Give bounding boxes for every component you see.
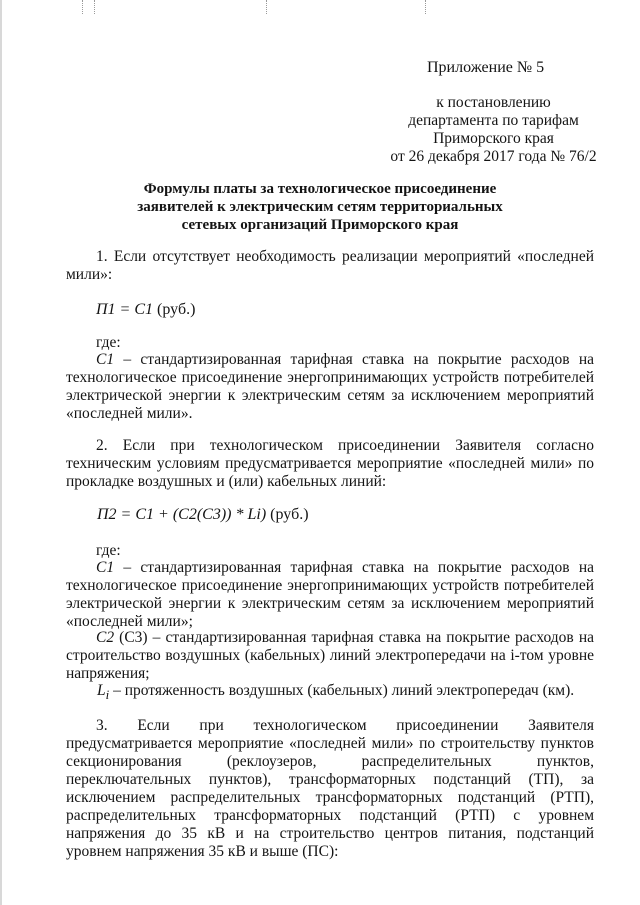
scan-mark — [266, 0, 267, 14]
formula-p1-expression: П1 = С1 — [96, 301, 154, 318]
c2-symbol: С2 — [96, 629, 115, 646]
title-line: заявителей к электрическим сетям территориальных — [137, 199, 503, 215]
c2-definition-text: (С3) – стандартизированная тарифная ставка на покрытие расходов на строительство воздушных (кабельных) линий электропередачи на i-том уровне напряжения; — [66, 629, 594, 682]
decree-line: к постановлению — [436, 94, 551, 111]
c1-symbol: С1 — [96, 351, 115, 368]
section-2-li-definition — [97, 682, 594, 704]
section-2-c2-definition — [66, 629, 594, 683]
scan-mark — [94, 0, 95, 14]
section-3-text: 3. Если при технологическом присоединении Заявителя предусматривается мероприятие «последней мили» по строительству пунктов секционирования (реклоузеров, распределительных пунктов, переключательных пунктов), трансформаторных подстанций (ТП), за исключением распределительных трансформаторных подстанций (РТП), распределительных трансформаторных подстанций (РТП) с уровнем напряжения до 35 кВ и на строительство центров питания, подстанций уровнем напряжения 35 кВ и выше (ПС): — [66, 717, 594, 860]
section-1-c1-definition — [66, 351, 594, 423]
formula-unit: (руб.) — [157, 301, 196, 318]
li-symbol — [97, 682, 110, 703]
decree-line: Приморского края — [433, 130, 554, 147]
document-title — [95, 180, 545, 234]
page-edge — [0, 0, 2, 905]
appendix-number: Приложение № 5 — [427, 59, 545, 76]
formula-p2 — [97, 506, 309, 524]
c1-definition-text: – стандартизированная тарифная ставка на покрытие расходов на технологическое присоединение энергопринимающих устройств потребителей электрической энергии к электрическим сетям за исключением мероприятий «последней мили»; — [66, 559, 594, 630]
li-symbol-letter: L — [97, 682, 106, 699]
formula-unit: (руб.) — [270, 506, 309, 523]
decree-reference — [381, 94, 606, 166]
li-symbol-subscript: i — [105, 687, 110, 703]
section-1-text: 1. Если отсутствует необходимость реализации мероприятий «последней мили»: — [66, 248, 594, 283]
formula-p1 — [96, 301, 195, 319]
scan-mark — [425, 0, 426, 14]
where-label: где: — [96, 334, 121, 351]
where-label: где: — [96, 542, 121, 559]
c1-definition-text: – стандартизированная тарифная ставка на покрытие расходов на технологическое присоединение энергопринимающих устройств потребителей электрической энергии к электрическим сетям за исключением мероприятий «последней мили». — [66, 351, 594, 422]
decree-line: от 26 декабря 2017 года № 76/2 — [390, 148, 597, 165]
c1-symbol: С1 — [96, 559, 115, 576]
scan-mark — [82, 0, 83, 14]
section-2-c1-definition — [66, 559, 594, 631]
section-2-text: 2. Если при технологическом присоединении Заявителя согласно техническим условиям предусматривается мероприятие «последней мили» по прокладке воздушных и (или) кабельных линий: — [66, 437, 594, 490]
decree-line: департамента по тарифам — [408, 112, 579, 129]
formula-p2-expression: П2 = С1 + (С2(С3)) * Li) — [97, 506, 267, 523]
li-definition-text: – протяженность воздушных (кабельных) линий электропередач (км). — [109, 682, 575, 699]
title-line: Формулы платы за технологическое присоединение — [143, 181, 497, 197]
title-line: сетевых организаций Приморского края — [181, 217, 459, 233]
